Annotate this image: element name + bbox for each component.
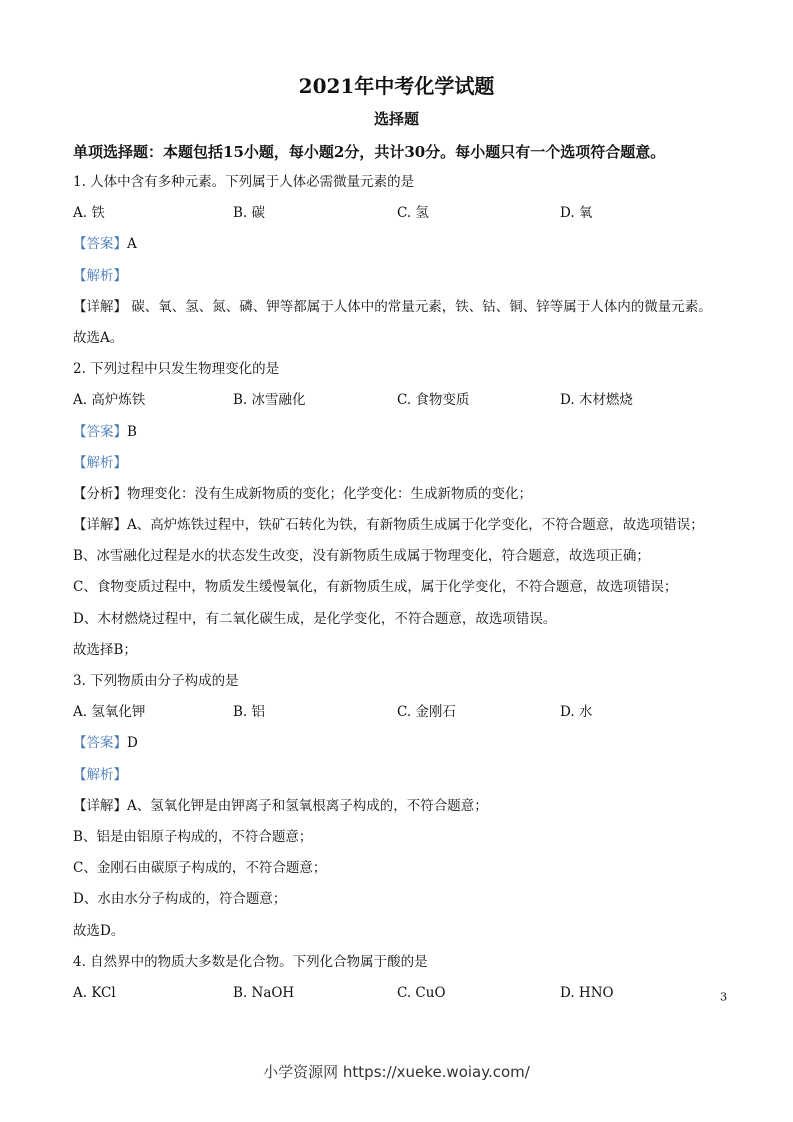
detail-text: C、金刚石由碳原子构成的，不符合题意； [73, 860, 327, 877]
detail-text: 碳、氧、氢、氮、磷、钾等都属于人体中的常量元素，铁、钴、铜、锌等属于人体内的微量元素。 [131, 298, 712, 315]
question-stem: 3. 下列物质由分子构成的是 [73, 673, 239, 689]
document-body [73, 171, 733, 1013]
option: D. 氧 [560, 205, 593, 222]
option: D. 木材燃烧 [560, 392, 633, 409]
question-stem: 1. 人体中含有多种元素。下列属于人体必需微量元素的是 [73, 174, 415, 190]
detail-text: D、木材燃烧过程中，有二氧化碳生成，是化学变化，不符合题意，故选项错误。 [73, 610, 557, 627]
section-instruction: 单项选择题：本题包括15小题，每小题2分，共计30分。每小题只有一个选项符合题意。 [73, 143, 666, 161]
answer-value: D [127, 735, 138, 752]
analysis-tag: 【解析】 [73, 454, 127, 471]
document-title: 2021年中考化学试题 [298, 74, 495, 98]
option: C. 食物变质 [397, 392, 470, 409]
section-title: 选择题 [373, 110, 419, 128]
fenxi-text: 物理变化：没有生成新物质的变化；化学变化：生成新物质的变化； [127, 485, 532, 502]
answer-value: A [127, 236, 137, 253]
fenxi-line [73, 483, 733, 514]
footer-watermark: 小学资源网 https://xueke.woiay.com/ [263, 1063, 530, 1081]
answer-value: B [127, 423, 137, 440]
question-stem: 2. 下列过程中只发生物理变化的是 [73, 361, 280, 378]
question-stem: 4. 自然界中的物质大多数是化合物。下列化合物属于酸的是 [73, 953, 428, 970]
analysis-line [73, 764, 733, 795]
detail-tag: 【详解】 [73, 298, 127, 315]
fenxi-tag: 【分析】 [73, 485, 127, 502]
question-options [73, 982, 733, 1013]
detail-text: A、氢氧化钾是由钾离子和氢氧根离子构成的，不符合题意； [127, 797, 488, 814]
detail-line [73, 514, 733, 545]
option: B. NaOH [233, 984, 295, 1001]
option: C. 氢 [397, 205, 429, 222]
analysis-tag: 【解析】 [73, 766, 127, 783]
question-options [73, 701, 733, 732]
option-text: D. HNO [560, 984, 614, 1001]
conclusion: 故选择B； [73, 641, 137, 658]
detail-line [73, 296, 733, 327]
detail-text: A、高炉炼铁过程中，铁矿石转化为铁，有新物质生成属于化学变化，不符合题意，故选项错误； [127, 517, 704, 534]
answer-line [73, 233, 733, 264]
option: A. 铁 [73, 205, 105, 222]
subscript: 3 [720, 990, 728, 1004]
detail-tag: 【详解】 [73, 517, 127, 534]
detail-line [73, 795, 733, 826]
analysis-line [73, 452, 733, 483]
option: B. 碳 [233, 205, 266, 222]
option: A. KCl [73, 984, 116, 1001]
detail-text: B、冰雪融化过程是水的状态发生改变，没有新物质生成属于物理变化，符合题意，故选项正确； [73, 548, 650, 565]
analysis-tag: 【解析】 [73, 267, 127, 284]
option: B. 冰雪融化 [233, 392, 306, 409]
answer-tag: 【答案】 [73, 735, 127, 752]
option: A. 氢氧化钾 [73, 704, 146, 721]
conclusion: 故选D。 [73, 922, 125, 939]
option: A. 高炉炼铁 [73, 392, 146, 409]
option: D. 水 [560, 704, 593, 721]
option: C. CuO [397, 984, 446, 1001]
answer-tag: 【答案】 [73, 236, 127, 253]
answer-line [73, 732, 733, 763]
answer-tag: 【答案】 [73, 423, 127, 440]
detail-text: C、食物变质过程中，物质发生缓慢氧化，有新物质生成，属于化学变化，不符合题意，故选项错误； [73, 579, 678, 596]
option: B. 铝 [233, 704, 266, 721]
conclusion: 故选A。 [73, 329, 124, 346]
answer-line [73, 421, 733, 452]
detail-text: B、铝是由铝原子构成的，不符合题意； [73, 828, 313, 845]
option-d [560, 982, 727, 1013]
question-options [73, 202, 733, 233]
detail-tag: 【详解】 [73, 797, 127, 814]
question-options [73, 389, 733, 420]
analysis-line [73, 265, 733, 296]
detail-text: D、水由水分子构成的，符合题意； [73, 891, 287, 908]
option: C. 金刚石 [397, 704, 456, 721]
